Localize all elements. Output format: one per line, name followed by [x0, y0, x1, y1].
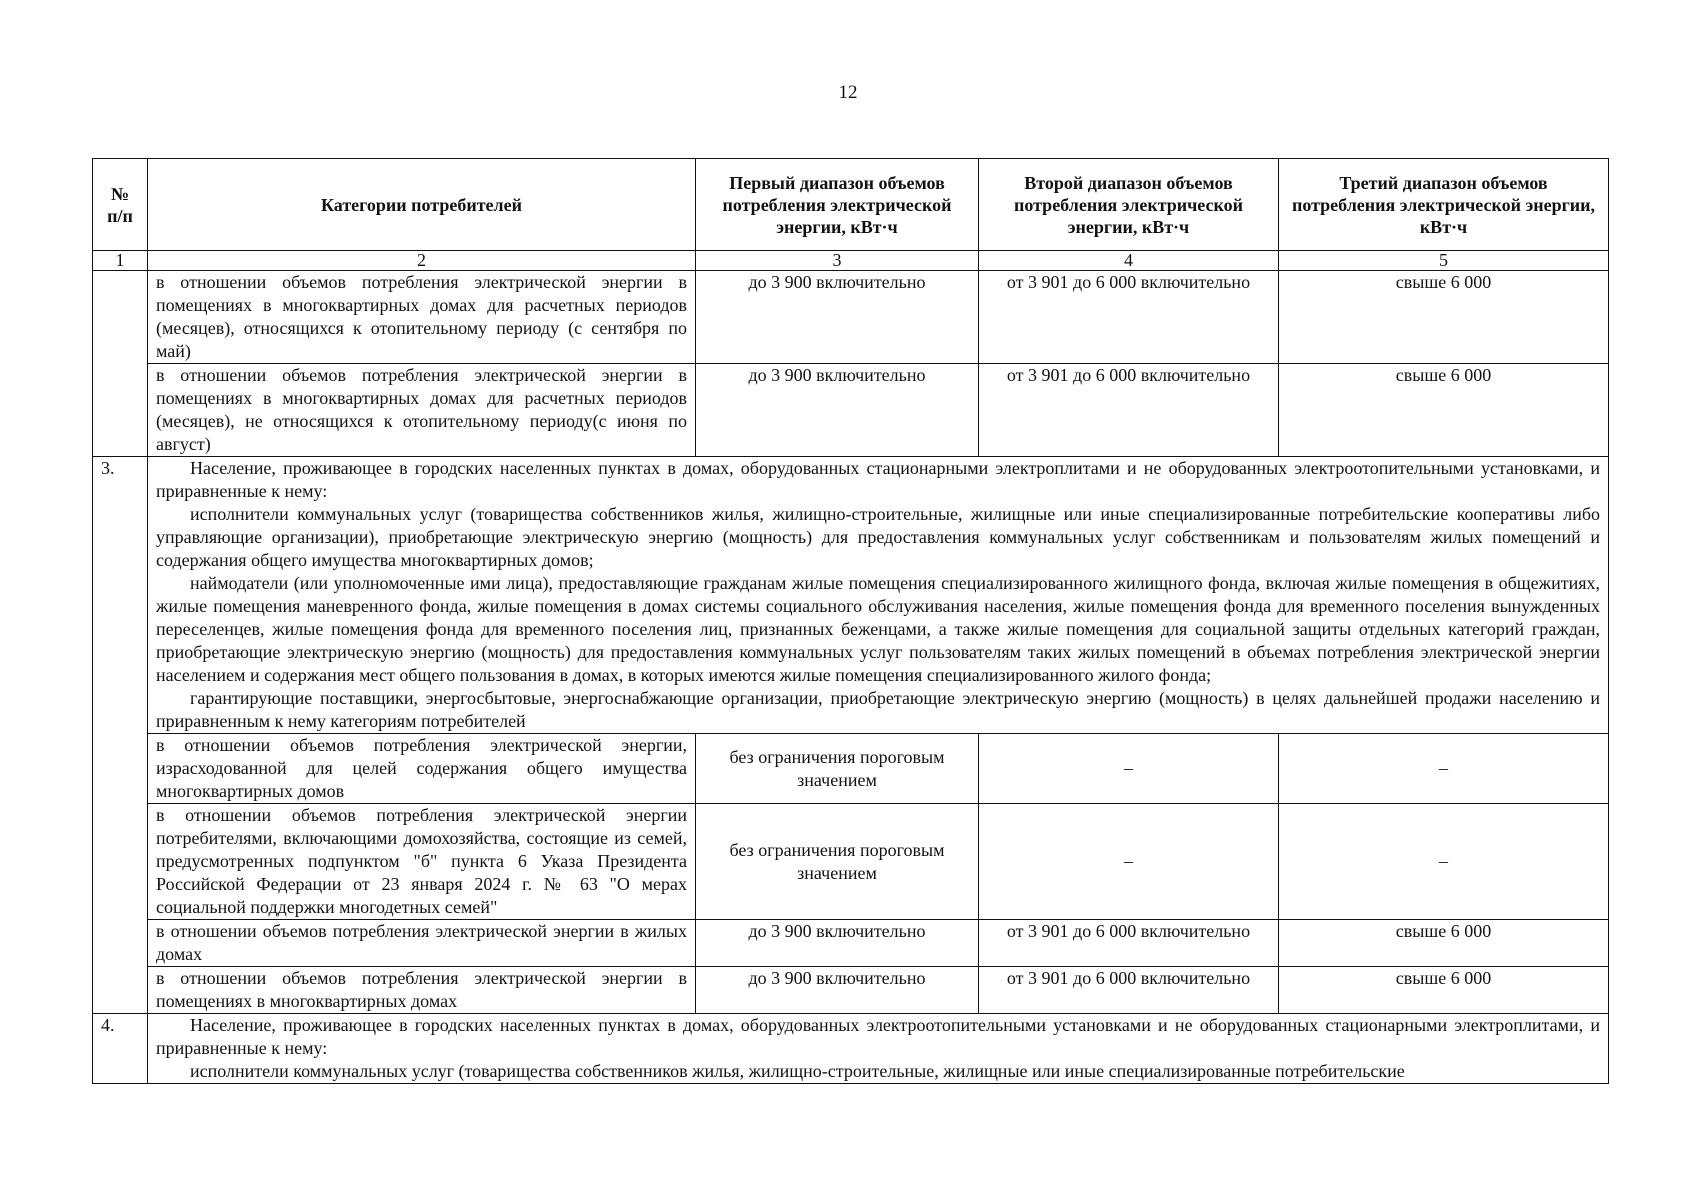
header-range2: Второй диапазон объемов потребления электрической энергии, кВт·ч: [979, 159, 1279, 251]
group-description: [148, 1014, 1609, 1084]
range2-cell: от 3 901 до 6 000 включительно: [979, 967, 1279, 1014]
group-paragraph: гарантирующие поставщики, энергосбытовые, энергоснабжающие организации, приобретающие электрическую энергию (мощность) в целях дальнейшей продажи населению и приравненным к нему категориям потребителей: [156, 688, 1600, 731]
row-number-empty: [93, 271, 148, 457]
range3-cell: свыше 6 000: [1279, 967, 1609, 1014]
range1-cell: до 3 900 включительно: [696, 920, 979, 967]
row-number: 4.: [93, 1014, 148, 1084]
page-number: 12: [838, 82, 858, 103]
column-index-row: [93, 251, 1609, 271]
range1-cell: без ограничения пороговым значением: [696, 734, 979, 804]
range3-cell: свыше 6 000: [1279, 364, 1609, 457]
group-paragraph: наймодатели (или уполномоченные ими лица), предоставляющие гражданам жилые помещения специализированного жилищного фонда, включая жилые помещения в общежитиях, жилые помещения маневренного фонда, жилые помещения в домах системы социального обслуживания населения, жилые помещения фонда для временного поселения вынужденных переселенцев, жилые помещения фонда для временного поселения лиц, признанных беженцами, а также жилые помещения для социальной защиты отдельных категорий граждан, приобретающие электрическую энергию (мощность) для предоставления коммунальных услуг пользователям таких жилых помещений в объемах потребления электрической энергии населением и содержания мест общего пользования в домах, в которых имеются жилые помещения специализированного жилого фонда;: [156, 573, 1600, 685]
category-cell: в отношении объемов потребления электрической энергии потребителями, включающими домохозяйства, состоящие из семей, предусмотренных подпунктом "б" пункта 6 Указа Президента Российской Федерации от 23 января 2024 г. № 63 "О мерах социальной поддержки многодетных семей": [148, 804, 696, 920]
range2-cell: от 3 901 до 6 000 включительно: [979, 920, 1279, 967]
column-index: 3: [696, 251, 979, 271]
range1-cell: до 3 900 включительно: [696, 364, 979, 457]
range3-cell: свыше 6 000: [1279, 920, 1609, 967]
table-row: [93, 920, 1609, 967]
group-paragraph: исполнители коммунальных услуг (товарищества собственников жилья, жилищно-строительные, жилищные или иные специализированные потребительские: [190, 1061, 1405, 1081]
category-cell: в отношении объемов потребления электрической энергии в помещениях в многоквартирных домах: [148, 967, 696, 1014]
range3-cell: –: [1279, 734, 1609, 804]
range2-cell: от 3 901 до 6 000 включительно: [979, 271, 1279, 364]
table-row: [93, 734, 1609, 804]
group-paragraph: Население, проживающее в городских населенных пунктах в домах, оборудованных электроотопительными установками и не оборудованных стационарными электроплитами, и приравненные к нему:: [156, 1015, 1600, 1058]
group-paragraph: исполнители коммунальных услуг (товарищества собственников жилья, жилищно-строительные, жилищные или иные специализированные потребительские кооперативы либо управляющие организации), приобретающие электрическую энергию (мощность) для предоставления коммунальных услуг собственникам и пользователям жилых помещений и содержания общего имущества многоквартирных домов;: [156, 504, 1600, 570]
group-description: [148, 457, 1609, 734]
header-num: № п/п: [93, 159, 148, 251]
range1-cell: до 3 900 включительно: [696, 271, 979, 364]
range2-cell: –: [979, 734, 1279, 804]
category-cell: в отношении объемов потребления электрической энергии в помещениях в многоквартирных домах для расчетных периодов (месяцев), не относящихся к отопительному периоду(с июня по август): [148, 364, 696, 457]
category-cell: в отношении объемов потребления электрической энергии, израсходованной для целей содержания общего имущества многоквартирных домов: [148, 734, 696, 804]
range3-cell: –: [1279, 804, 1609, 920]
table-row: [93, 804, 1609, 920]
range2-cell: от 3 901 до 6 000 включительно: [979, 364, 1279, 457]
table-row: [93, 364, 1609, 457]
column-index: 5: [1279, 251, 1609, 271]
range2-cell: –: [979, 804, 1279, 920]
range1-cell: до 3 900 включительно: [696, 967, 979, 1014]
column-index: 2: [148, 251, 696, 271]
category-cell: в отношении объемов потребления электрической энергии в жилых домах: [148, 920, 696, 967]
column-index: 4: [979, 251, 1279, 271]
group-paragraph: Население, проживающее в городских населенных пунктах в домах, оборудованных стационарными электроплитами и не оборудованных электроотопительными установками, и приравненные к нему:: [156, 458, 1600, 501]
tariff-table: [92, 158, 1609, 1084]
table-row: [93, 271, 1609, 364]
table-header-row: [93, 159, 1609, 251]
category-cell: в отношении объемов потребления электрической энергии в помещениях в многоквартирных домах для расчетных периодов (месяцев), относящихся к отопительному периоду (с сентября по май): [148, 271, 696, 364]
column-index: 1: [93, 251, 148, 271]
group-header-row: [93, 457, 1609, 734]
group-header-row: [93, 1014, 1609, 1084]
header-range3: Третий диапазон объемов потребления электрической энергии, кВт·ч: [1279, 159, 1609, 251]
row-number: 3.: [93, 457, 148, 1014]
table-row: [93, 967, 1609, 1014]
header-category: Категории потребителей: [148, 159, 696, 251]
range1-cell: без ограничения пороговым значением: [696, 804, 979, 920]
header-range1: Первый диапазон объемов потребления электрической энергии, кВт·ч: [696, 159, 979, 251]
range3-cell: свыше 6 000: [1279, 271, 1609, 364]
